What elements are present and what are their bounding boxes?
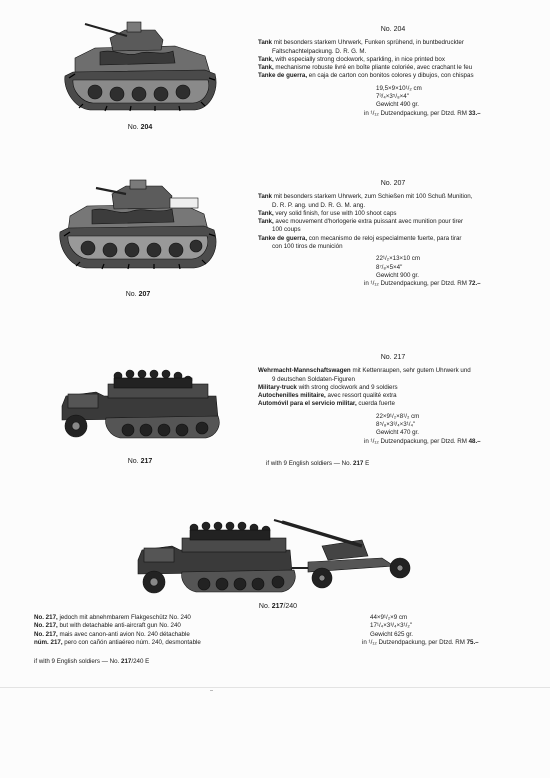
- tank-207-illustration: [52, 178, 222, 276]
- item-specs: 22¹/₂×13×10 cm 8⁷/₈×5×4" Gewicht 900 gr.: [376, 255, 421, 279]
- tank-204-caption: [120, 124, 160, 131]
- item-207-description: No. 207 Tank mit besonders starkem Uhrwerk, zum Schießen mit 100 Schuß Munition, D. R. P. ang. und D. R. G. M. ang. Tank, very solid finish, for use with 100 shoot caps Tank, avec mouvement d'horlogerie extra puissant avec munition pour tirer 100 coups Tanke de guerra, con mecanismo de reloj especialmente fuerte, para tirar con 100 tiros de munición 22¹/₂×13×10 cm 8⁷/₈×5×4" Gewicht 900 gr. in ¹/₁₂ Dutzendpackung, per Dtzd. RM 72.–: [258, 180, 528, 289]
- truck-217-caption: No. 217: [127, 458, 153, 465]
- combo-price: in ¹/₁₂ Dutzendpackung, per Dtzd. RM 75.–: [362, 638, 479, 646]
- item-number-heading: No. 217: [380, 354, 406, 361]
- combo-217-240-description: No. 217, jedoch mit abnehmbarem Flakgeschütz No. 240 No. 217, but with detachable anti-aircraft gun No. 240 No. 217, mais avec canon-anti avion No. 240 détachable núm. 217, pero con cañón antiaéreo núm. 240, desmontable: [34, 614, 201, 646]
- caption-number: 204: [140, 124, 153, 131]
- item-217-english-note: if with 9 English soldiers — No. 217 E: [266, 460, 370, 467]
- item-number-heading: No. 204: [380, 26, 406, 33]
- combo-217-240-caption: No. 217/240: [258, 603, 298, 610]
- item-price: in ¹/₁₂ Dutzendpackung, per Dtzd. RM 33.–: [364, 109, 481, 117]
- truck-with-flak-gun-217-240-illustration: [132, 510, 422, 602]
- item-204-description: No. 204 Tank mit besonders starkem Uhrwerk, Funken sprühend, in buntbedruckter Faltschachtelpackung. D. R. G. M. Tank, with especially strong clockwork, sparkling, in nice printed box Tank, mechanisme robuste livré en boîte pliante coloriée, avec crachant le feu Tanke de guerra, en caja de carton con bonitos colores y dibujos, con chispas 19,5×9×10¹/₂ cm 7³/₄×3⁵/₈×4" Gewicht 490 gr. in ¹/₁₂ Dutzendpackung, per Dtzd. RM 33.–: [258, 26, 528, 118]
- item-217-description: No. 217 Wehrmacht-Mannschaftswagen mit Kettenraupen, sehr gutem Uhrwerk und 9 deutschen Soldaten-Figuren Military-truck with strong clockwork and 9 soldiers Autochenilles militaire, avec ressort qualité extra Automóvil para el servicio militar, cuerda fuerte 22×9¹/₂×8¹/₂ cm 8⁵/₈×3³/₄×3¹/₄" Gewicht 470 gr. in ¹/₁₂ Dutzendpackung, per Dtzd. RM 48.–: [258, 354, 528, 446]
- tank-207-caption: No. 207: [125, 291, 151, 298]
- item-number-heading: No. 207: [380, 180, 406, 187]
- page-bottom-rule: [0, 687, 550, 688]
- tank-204-illustration: [55, 18, 220, 116]
- item-price: in ¹/₁₂ Dutzendpackung, per Dtzd. RM 72.–: [364, 280, 481, 288]
- item-price: in ¹/₁₂ Dutzendpackung, per Dtzd. RM 48.–: [364, 437, 481, 445]
- item-specs: 19,5×9×10¹/₂ cm 7³/₄×3⁵/₈×4" Gewicht 490 gr.: [376, 84, 422, 109]
- item-specs: 22×9¹/₂×8¹/₂ cm 8⁵/₈×3³/₄×3¹/₄" Gewicht 470 gr.: [376, 412, 420, 437]
- caption-label: No.: [127, 124, 141, 131]
- military-truck-217-illustration: [56, 366, 224, 446]
- combo-specs: 44×9¹/₂×9 cm 17¹/₄×3³/₄×3¹/₂" Gewicht 625 gr. in ¹/₁₂ Dutzendpackung, per Dtzd. RM 75.–: [370, 614, 540, 647]
- combo-english-note: if with 9 English soldiers — No. 217/240 E: [34, 658, 150, 665]
- page-tick-mark: [210, 690, 213, 691]
